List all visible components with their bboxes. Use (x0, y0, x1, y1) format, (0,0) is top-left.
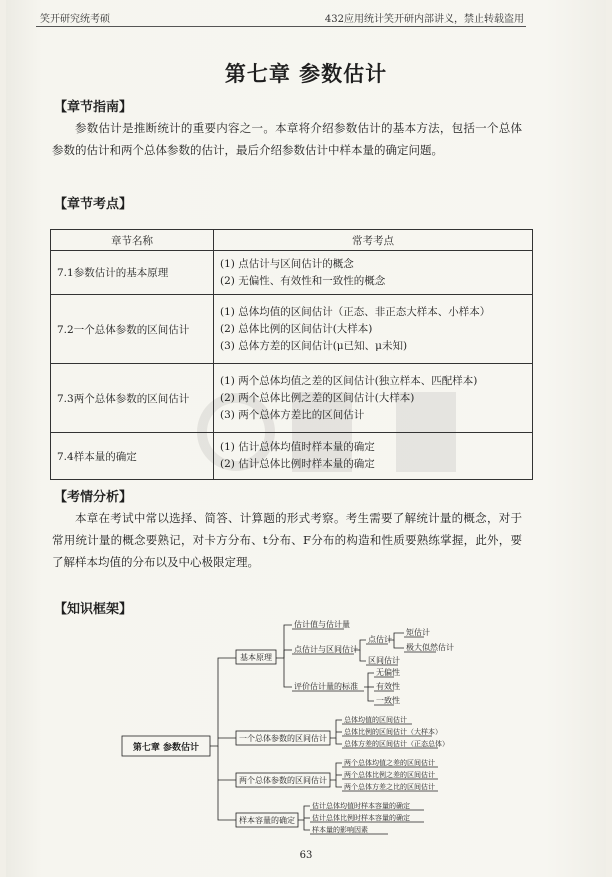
mindmap-node: 区间估计 (368, 656, 400, 665)
mindmap-node: 估计值与估计量 (294, 620, 350, 629)
section-points-heading: 【章节考点】 (54, 197, 133, 212)
mindmap-node: 点估计与区间估计 (294, 645, 358, 654)
table-row (51, 433, 533, 480)
mindmap-node: 总体比例的区间估计（大样本） (344, 728, 442, 736)
mindmap-node: 两个总体比例之差的区间估计 (344, 771, 435, 779)
table-cell-points (214, 295, 533, 364)
mindmap-node-one-pop: 一个总体参数的区间估计 (239, 734, 327, 743)
table-cell-chapter: 7.1参数估计的基本原理 (51, 251, 214, 295)
page (6, 0, 606, 877)
mindmap-node-basic: 基本原理 (240, 653, 272, 662)
mindmap-node: 评价估计量的标准 (294, 682, 358, 691)
exam-point: (1) 两个总体均值之差的区间估计(独立样本、匹配样本) (220, 374, 478, 387)
exam-point: (3) 总体方差的区间估计(μ已知、μ未知) (220, 339, 408, 352)
guide-paragraph: 参数估计是推断统计的重要内容之一。本章将介绍参数估计的基本方法，包括一个总体参数的估计和两个总体参数的估计，最后介绍参数估计中样本量的确定问题。 (52, 121, 522, 157)
mindmap-node: 矩估计 (406, 628, 430, 637)
mindmap-node: 总体方差的区间估计（正态总体） (344, 740, 449, 748)
mindmap-node: 无偏性 (376, 668, 400, 677)
mindmap-node: 极大似然估计 (406, 643, 454, 652)
table-header-points: 常考考点 (214, 230, 533, 251)
table-cell-points (214, 433, 533, 480)
table-cell-points (214, 364, 533, 433)
knowledge-framework-mindmap (118, 605, 454, 845)
mindmap-node: 有效性 (376, 682, 400, 691)
exam-point: (3) 两个总体方差比的区间估计 (220, 408, 365, 421)
table-row (51, 251, 533, 295)
table-row (51, 364, 533, 433)
mindmap-node: 两个总体方差之比的区间估计 (344, 783, 435, 791)
header-rule (36, 26, 526, 27)
section-guide-heading: 【章节指南】 (54, 100, 133, 115)
page-number: 63 (299, 850, 313, 861)
mindmap-node: 估计总体均值时样本容量的确定 (312, 802, 410, 810)
mindmap-node: 样本量的影响因素 (312, 826, 368, 834)
header-right: 432应用统计笑开研内部讲义，禁止转载盗用 (324, 14, 524, 25)
exam-points-table (50, 229, 533, 480)
mindmap-node: 一致性 (376, 696, 400, 705)
mindmap-node-sample: 样本容量的确定 (239, 816, 295, 825)
chapter-title: 第七章 参数估计 (224, 62, 388, 86)
analysis-paragraph: 本章在考试中常以选择、简答、计算题的形式考察。考生需要了解统计量的概念，对于常用统计量的概念要熟记，对卡方分布、t分布、F分布的构造和性质要熟练掌握，此外，要了解样本均值的分布以及中心极限定理。 (52, 511, 522, 569)
mindmap-node: 总体均值的区间估计 (344, 716, 407, 724)
exam-point: (2) 两个总体比例之差的区间估计(大样本) (220, 391, 415, 404)
table-row (51, 295, 533, 364)
table-cell-chapter: 7.2一个总体参数的区间估计 (51, 295, 214, 364)
exam-point: (2) 无偏性、有效性和一致性的概念 (220, 274, 386, 287)
exam-point: (1) 点估计与区间估计的概念 (220, 257, 354, 270)
exam-point: (2) 估计总体比例时样本量的确定 (220, 458, 375, 470)
exam-point: (1) 总体均值的区间估计（正态、非正态大样本、小样本） (220, 305, 491, 318)
mindmap-node: 点估计 (368, 635, 392, 644)
table-cell-chapter: 7.3两个总体参数的区间估计 (51, 364, 214, 433)
table-header-chapter: 章节名称 (51, 230, 214, 251)
mindmap-node-two-pop: 两个总体参数的区间估计 (239, 776, 327, 785)
section-framework-heading: 【知识框架】 (54, 602, 133, 617)
mindmap-node: 两个总体均值之差的区间估计 (344, 759, 435, 767)
mindmap-node: 估计总体比例时样本容量的确定 (312, 814, 410, 822)
exam-point: (2) 总体比例的区间估计(大样本) (220, 322, 373, 335)
table-cell-chapter: 7.4样本量的确定 (51, 433, 214, 480)
mindmap-root: 第七章 参数估计 (132, 743, 200, 753)
exam-point: (1) 估计总体均值时样本量的确定 (220, 441, 375, 453)
header-left: 笑开研究统考硕 (40, 14, 110, 25)
table-cell-points (214, 251, 533, 295)
table-header-row (51, 230, 533, 251)
section-analysis-heading: 【考情分析】 (54, 490, 133, 505)
